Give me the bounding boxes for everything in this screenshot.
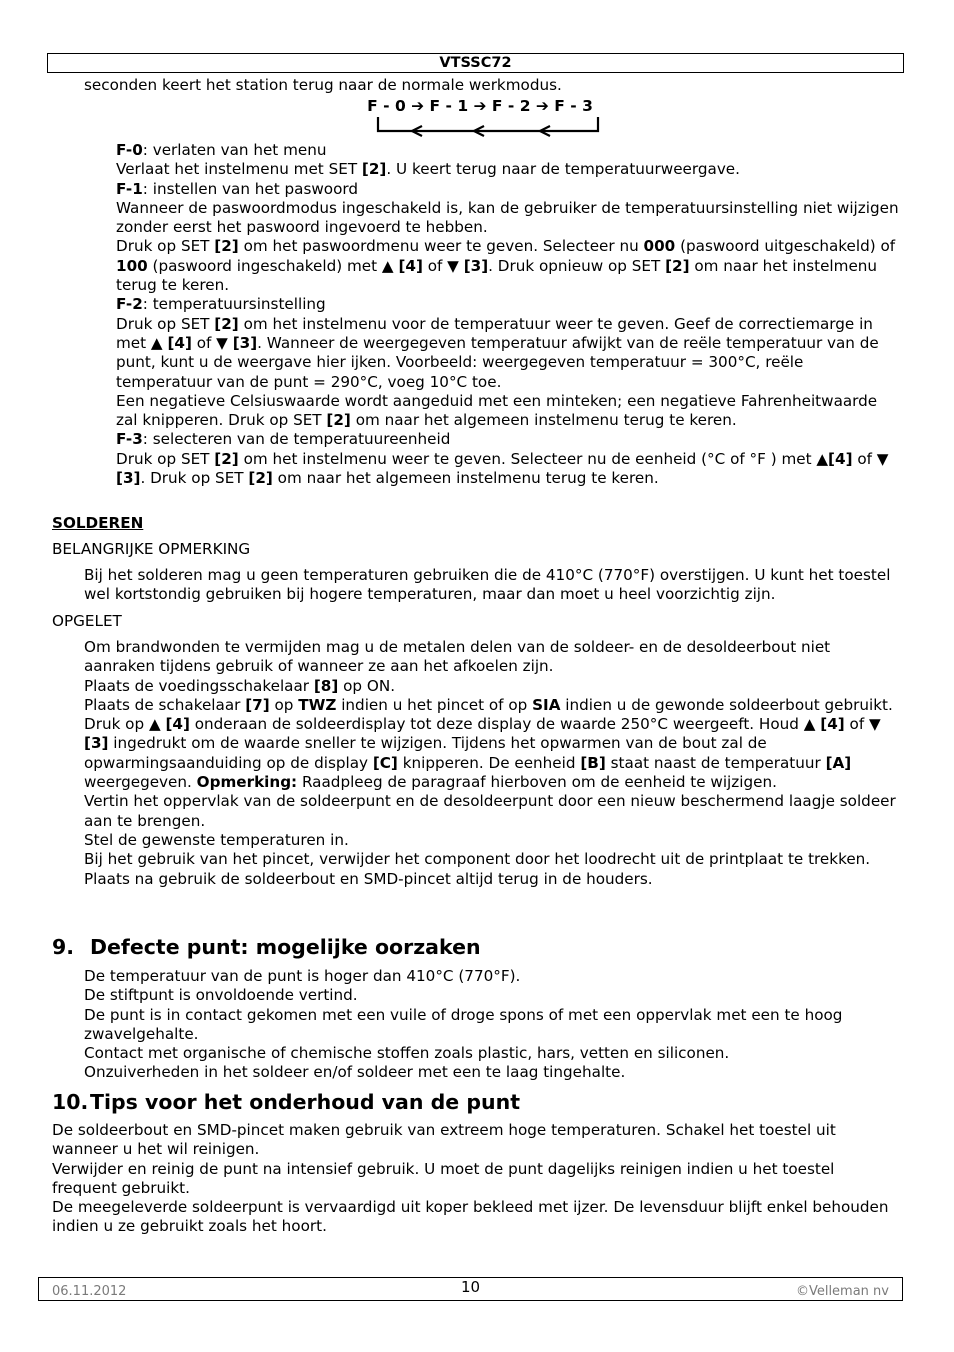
list-item: Contact met organische of chemische stoffen zoals plastic, hars, vetten en siliconen.: [84, 1044, 730, 1063]
menu-flow-label: F - 0 ➔ F - 1 ➔ F - 2 ➔ F - 3: [367, 97, 593, 115]
list-item: Onzuiverheden in het soldeer en/of soldeer met een te laag tingehalte.: [84, 1063, 626, 1082]
list-item: Vertin het oppervlak van de soldeerpunt en de desoldeerpunt door een nieuw beschermend laagje soldeer aan te brengen.: [84, 792, 896, 830]
list-item: De meegeleverde soldeerpunt is vervaardigd uit koper bekleed met ijzer. De levensduur blijft enkel behouden indien u ze gebruikt zoals het hoort.: [52, 1198, 889, 1236]
footer-brand: ©Velleman nv: [795, 1284, 889, 1299]
list-item: Verwijder en reinig de punt na intensief gebruik. U moet de punt dagelijks reinigen indien u het toestel frequent gebruikt.: [52, 1159, 835, 1197]
function-list: [116, 141, 901, 488]
model-number: VTSSC72: [439, 55, 512, 71]
list-item: Plaats de schakelaar [7] op TWZ indien u het pincet of op SIA indien u de gewonde soldeerbout gebruikt.: [84, 695, 893, 714]
section-10-list: [52, 1121, 902, 1237]
f2-heading: F-2: temperatuursinstelling: [116, 295, 326, 314]
f1-text: Wanneer de paswoordmodus ingeschakeld is, kan de gebruiker de temperatuursinstelling niet wijzigen zonder eerst het paswoord ingevoerd te hebben.: [116, 198, 899, 237]
intro-text: seconden keert het station terug naar de normale werkmodus.: [84, 76, 562, 94]
list-item: De stiftpunt is onvoldoende vertind.: [84, 986, 358, 1005]
solderen-instructions: [84, 638, 902, 889]
f3-text: Druk op SET [2] om het instelmenu weer te geven. Selecteer nu de eenheid (°C of °F ) met ▲[4] of ▼ [3]. Druk op SET [2] om naar het algemeen instelmenu terug te keren.: [116, 449, 889, 488]
section-10-heading: 10.Tips voor het onderhoud van de punt: [52, 1090, 520, 1114]
list-item: Plaats de voedingsschakelaar [8] op ON.: [84, 676, 396, 695]
menu-flow-diagram: [350, 97, 610, 137]
f3-heading: F-3: selecteren van de temperatuureenheid: [116, 430, 451, 449]
page-number: 10: [460, 1278, 481, 1296]
list-item: De soldeerbout en SMD-pincet maken gebruik van extreem hoge temperaturen. Schakel het toestel uit wanneer u het wil reinigen.: [52, 1121, 836, 1159]
list-item: De punt is in contact gekomen met een vuile of droge spons of met een oppervlak met een te hoog zwavelgehalte.: [84, 1005, 843, 1043]
f2-text: Druk op SET [2] om het instelmenu voor de temperatuur weer te geven. Geef de correctiemarge in met ▲ [4] of ▼ [3]. Wanneer de weergegeven temperatuur afwijkt van de reële temperatuur van de punt, kunt u de weergave hier ijken. Voorbeeld: weergegeven temperatuur = 300°C, reële temperatuur van de punt = 290°C, voeg 10°C toe.: [116, 314, 879, 391]
f0-text: Verlaat het instelmenu met SET [2]. U keert terug naar de temperatuurweergave.: [116, 160, 740, 179]
f1-heading: F-1: instellen van het paswoord: [116, 179, 359, 198]
list-item: Druk op ▲ [4] onderaan de soldeerdisplay tot deze display de waarde 250°C weergeeft. Houd ▲ [4] of ▼ [3] ingedrukt om de waarde sneller te wijzigen. Tijdens het opwarmen van de bout zal de opwarmingsaanduiding op de display [C] knipperen. De eenheid [B] staat naast de temperatuur [A] weergegeven. Opmerking: Raadpleeg de paragraaf hierboven om de eenheid te wijzigen.: [84, 715, 881, 792]
list-item: Om brandwonden te vermijden mag u de metalen delen van de soldeer- en de desoldeerbout niet aanraken tijdens gebruik of wanneer ze aan het afkoelen zijn.: [84, 638, 831, 676]
list-item: Bij het gebruik van het pincet, verwijder het component door het loodrecht uit de printplaat te trekken.: [84, 850, 871, 869]
list-item: De temperatuur van de punt is hoger dan 410°C (770°F).: [84, 967, 521, 985]
important-note-label: BELANGRIJKE OPMERKING: [52, 540, 251, 558]
section-9-heading: 9. Defecte punt: mogelijke oorzaken: [52, 935, 481, 959]
f0-heading: F-0: verlaten van het menu: [116, 141, 327, 159]
solderen-heading: SOLDEREN: [52, 514, 144, 532]
document-header: [47, 53, 904, 73]
return-arrows: [350, 97, 610, 137]
list-item: Stel de gewenste temperaturen in.: [84, 830, 349, 849]
page-footer: [38, 1277, 903, 1301]
f1-instructions: Druk op SET [2] om het paswoordmenu weer te geven. Selecteer nu 000 (paswoord uitgeschakeld) of 100 (paswoord ingeschakeld) met ▲ [4] of ▼ [3]. Druk opnieuw op SET [2] om naar het instelmenu terug te keren.: [116, 237, 896, 295]
warning-label: OPGELET: [52, 612, 122, 630]
list-item: Plaats na gebruik de soldeerbout en SMD-pincet altijd terug in de houders.: [84, 869, 653, 888]
section-9-list: [84, 967, 902, 1083]
footer-date: 06.11.2012: [52, 1284, 127, 1299]
f2-note: Een negatieve Celsiuswaarde wordt aangeduid met een minteken; een negatieve Fahrenheitwaarde zal knipperen. Druk op SET [2] om naar het algemeen instelmenu terug te keren.: [116, 391, 878, 430]
important-note-text: Bij het solderen mag u geen temperaturen gebruiken die de 410°C (770°F) overstijgen. U kunt het toestel wel kortstondig gebruiken bij hogere temperaturen, maar dan moet u heel voorzichtig zijn.: [84, 566, 891, 604]
